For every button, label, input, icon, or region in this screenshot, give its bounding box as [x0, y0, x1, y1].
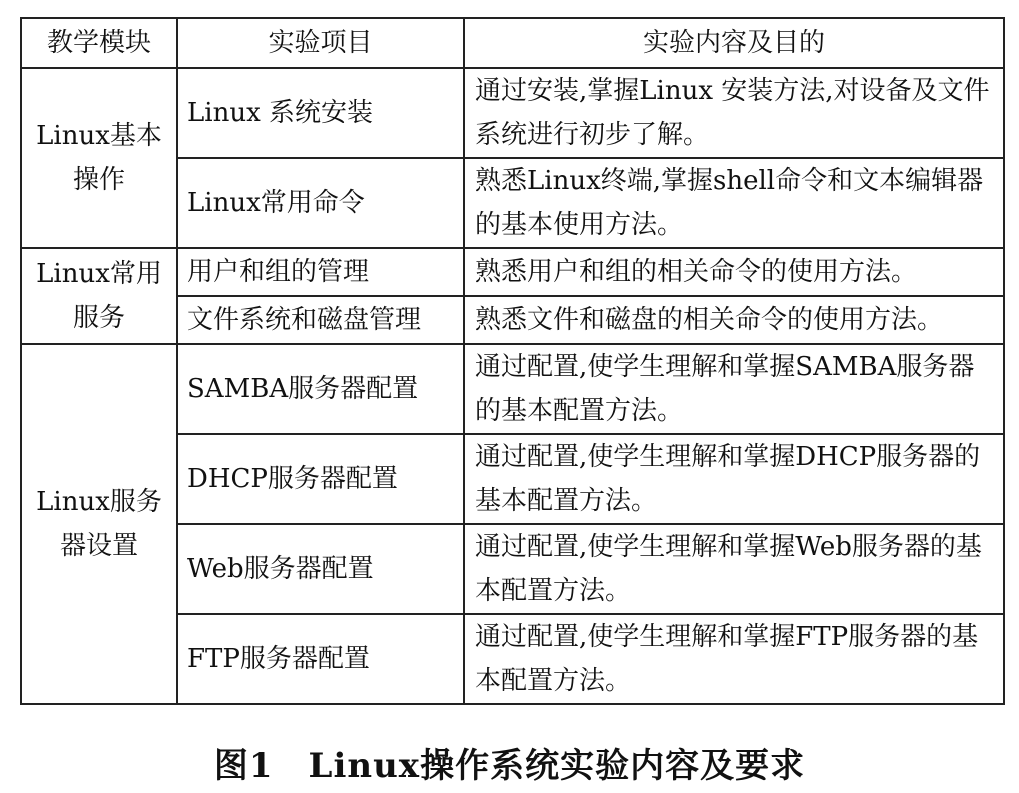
project-cell: Linux 系统安装 — [177, 68, 464, 158]
project-cell: 文件系统和磁盘管理 — [177, 296, 464, 344]
content-cell: 熟悉用户和组的相关命令的使用方法。 — [464, 248, 1004, 296]
table-row — [21, 68, 1004, 158]
content-cell: 通过配置,使学生理解和掌握Web服务器的基本配置方法。 — [464, 524, 1004, 614]
header-row — [21, 18, 1004, 68]
project-cell: SAMBA服务器配置 — [177, 344, 464, 434]
header-content: 实验内容及目的 — [464, 18, 1004, 68]
content-cell: 通过配置,使学生理解和掌握FTP服务器的基本配置方法。 — [464, 614, 1004, 704]
header-module: 教学模块 — [21, 18, 177, 68]
table-row — [21, 344, 1004, 434]
content-cell: 通过配置,使学生理解和掌握SAMBA服务器的基本配置方法。 — [464, 344, 1004, 434]
content-cell: 通过安装,掌握Linux 安装方法,对设备及文件系统进行初步了解。 — [464, 68, 1004, 158]
content-cell: 通过配置,使学生理解和掌握DHCP服务器的基本配置方法。 — [464, 434, 1004, 524]
project-cell: Linux常用命令 — [177, 158, 464, 248]
module-cell: Linux服务器设置 — [21, 344, 177, 704]
header-project: 实验项目 — [177, 18, 464, 68]
module-cell: Linux基本操作 — [21, 68, 177, 248]
content-cell: 熟悉Linux终端,掌握shell命令和文本编辑器的基本使用方法。 — [464, 158, 1004, 248]
module-cell: Linux常用服务 — [21, 248, 177, 344]
project-cell: Web服务器配置 — [177, 524, 464, 614]
content-cell: 熟悉文件和磁盘的相关命令的使用方法。 — [464, 296, 1004, 344]
table-row — [21, 248, 1004, 296]
experiment-table — [20, 17, 1005, 705]
project-cell: FTP服务器配置 — [177, 614, 464, 704]
project-cell: DHCP服务器配置 — [177, 434, 464, 524]
figure-caption: 图1 Linux操作系统实验内容及要求 — [213, 746, 806, 786]
project-cell: 用户和组的管理 — [177, 248, 464, 296]
